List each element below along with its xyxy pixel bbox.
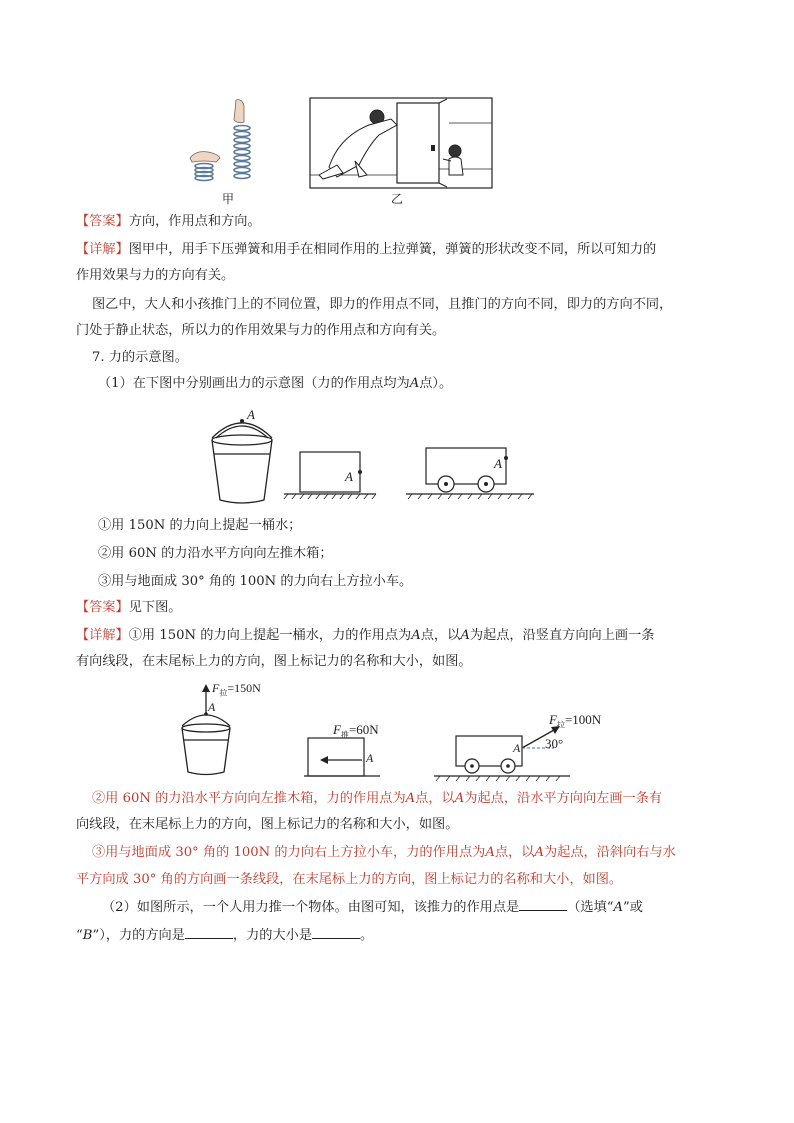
sub2-text-b: （选填“ — [567, 900, 614, 915]
letter-a: A — [405, 791, 416, 806]
sub1-prefix: （1）在下图中分别画出力的示意图（力的作用点均为 — [98, 376, 410, 391]
answer-text: 方向，作用点和方向。 — [128, 214, 261, 229]
q7-answer-line — [76, 598, 182, 618]
letter-a: A — [485, 845, 495, 860]
f-symbol: F — [549, 712, 557, 727]
door — [397, 103, 439, 183]
letter-a: A — [460, 628, 470, 643]
sub1-suffix: 点）。 — [419, 376, 453, 391]
q7-detail2-line-1 — [92, 789, 662, 809]
q7-sub2-line-2 — [76, 926, 373, 946]
d2-text-b: 点，以 — [415, 791, 455, 806]
f-subscript: 拉 — [556, 720, 565, 730]
point-a-cart — [504, 456, 508, 460]
label-f-tui-60 — [333, 722, 379, 741]
figure-spring-jia — [180, 98, 270, 192]
figure-door-yi — [309, 97, 493, 189]
f-subscript: 拉 — [219, 688, 228, 698]
fig3-a-cart: A — [513, 741, 521, 755]
figure-force-blank — [200, 408, 540, 508]
f-value: =60N — [348, 722, 379, 737]
sub2-text-a: （2）如图所示，一个人用力推一个物体。由图可知，该推力的作用点是 — [102, 900, 520, 915]
letter-a: A — [534, 845, 544, 860]
answer-blank-point[interactable] — [519, 898, 567, 911]
stretched-spring — [234, 126, 250, 179]
q7-sub2-line-1 — [102, 898, 643, 918]
letter-a: A — [454, 791, 465, 806]
detail-text: 图甲中，用手下压弹簧和用手在相同作用的上拉弹簧，弹簧的形状改变不同，所以可知力的 — [128, 242, 657, 257]
q6-detail-line-3: 图乙中，大人和小孩推门上的不同位置，即力的作用点不同，且推门的方向不同，即力的方向不同， — [92, 297, 673, 312]
figure-label-jia: 甲 — [222, 192, 235, 206]
pulling-hand — [234, 100, 244, 123]
q6-detail-line-4: 门处于静止状态，所以力的作用效果与力的作用点和方向有关。 — [76, 323, 446, 338]
point-a-box — [358, 470, 362, 474]
q7-detail-line-2: 有向线段，在末尾标上力的方向，图上标记力的名称和大小，如图。 — [76, 654, 472, 669]
label-f-la-100 — [549, 712, 601, 731]
answer-text: 见下图。 — [128, 600, 182, 615]
detail-tag: 【详解】 — [76, 242, 129, 257]
label-f-la-150 — [212, 681, 261, 698]
q6-answer-line — [76, 212, 261, 232]
f-subscript: 推 — [340, 730, 349, 740]
letter-b: B — [82, 928, 93, 943]
q7-detail2-line-2: 向线段，在末尾标上力的方向，图上标记力的名称和大小，如图。 — [76, 817, 459, 832]
figure-label-yi: 乙 — [391, 192, 404, 206]
answer-tag: 【答案】 — [76, 214, 129, 229]
d3-text-a: ③用与地面成 30° 角的 100N 的力向右上方拉小车，力的作用点为 — [92, 845, 486, 860]
d3-text-c: 为起点，沿斜向右与水 — [543, 845, 676, 860]
compressed-spring — [195, 164, 213, 181]
d1-text-b: 点，以 — [420, 628, 461, 643]
d1-text-c: 为起点，沿竖直方向向上画一条 — [469, 628, 655, 643]
f-symbol: F — [333, 722, 341, 737]
fig3-a-box: A — [366, 751, 374, 765]
q7-detail-line-1 — [76, 626, 654, 646]
q6-detail-line-1 — [76, 240, 656, 260]
q7-item2: ②用 60N 的力沿水平方向向左推木箱； — [98, 546, 333, 561]
fig-a-bucket: A — [247, 407, 255, 422]
fig3-a-bucket: A — [208, 700, 216, 714]
point-a-label: A — [409, 376, 420, 391]
d1-text-a: ①用 150N 的力向上提起一桶水，力的作用点为 — [128, 628, 412, 643]
f-symbol: F — [212, 681, 220, 695]
d2-text-c: 为起点，沿水平方向向左画一条有 — [464, 791, 663, 806]
q7-detail3-line-1 — [92, 843, 676, 863]
label-angle-30: 30° — [545, 736, 564, 751]
sub2-text-g: 。 — [360, 928, 374, 943]
letter-a: A — [613, 900, 624, 915]
point-a-bucket — [240, 419, 244, 423]
fig-a-box: A — [345, 469, 353, 484]
sub2-text-d: “ — [76, 928, 83, 943]
sub2-text-c: ”或 — [623, 900, 643, 915]
q7-title: 7. 力的示意图。 — [92, 350, 188, 365]
answer-tag: 【答案】 — [76, 600, 129, 615]
f-value: =150N — [227, 681, 261, 695]
d2-text-a: ②用 60N 的力沿水平方向向左推木箱，力的作用点为 — [92, 791, 406, 806]
answer-bucket — [182, 715, 230, 775]
fig-a-cart: A — [494, 456, 502, 471]
q7-sub1 — [98, 374, 452, 394]
letter-a: A — [411, 628, 421, 643]
detail-tag: 【详解】 — [76, 628, 129, 643]
d3-text-b: 点，以 — [494, 845, 535, 860]
pressing-hand — [190, 152, 220, 162]
q7-item3: ③用与地面成 30° 角的 100N 的力向右上方拉小车。 — [98, 574, 413, 589]
q7-detail3-line-2: 平方向成 30° 角的方向画一条线段，在末尾标上力的方向，图上标记力的名称和大小，如图。 — [76, 872, 623, 887]
q6-detail-line-2: 作用效果与力的方向有关。 — [76, 268, 235, 283]
f-value: =100N — [564, 712, 602, 727]
bucket — [212, 423, 272, 503]
q7-item1: ①用 150N 的力向上提起一桶水； — [98, 518, 302, 533]
answer-blank-magnitude[interactable] — [312, 926, 360, 939]
sub2-text-e: ”），力的方向是 — [92, 928, 185, 943]
answer-blank-direction[interactable] — [185, 926, 233, 939]
answer-box — [308, 738, 364, 776]
sub2-text-f: ，力的大小是 — [232, 928, 313, 943]
